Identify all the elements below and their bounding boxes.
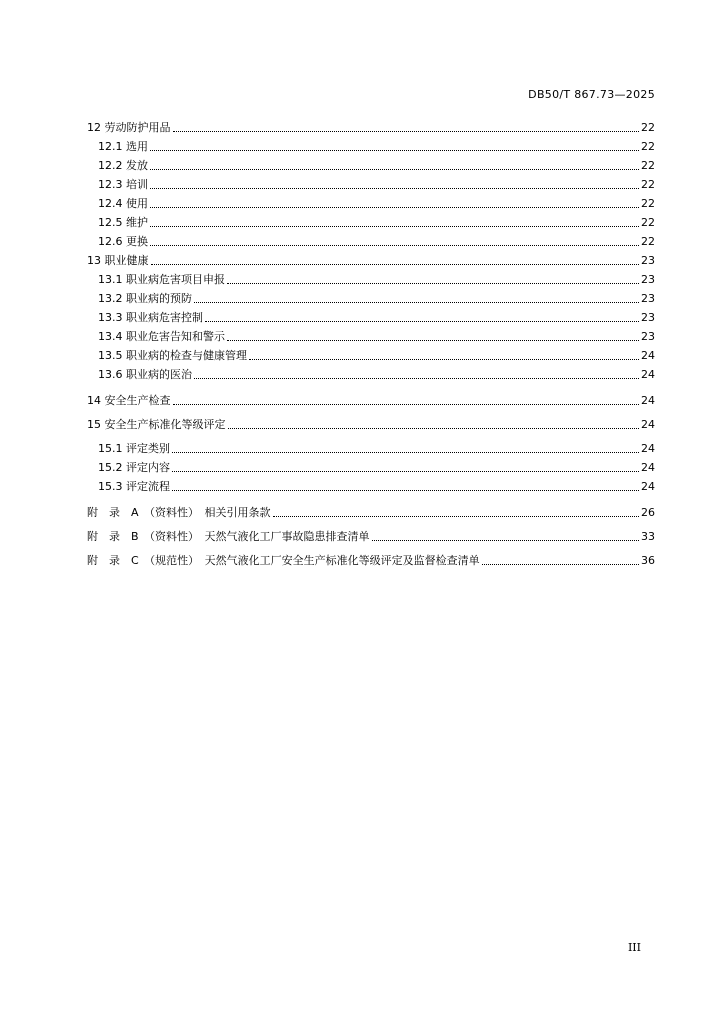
toc-entry-page: 24 — [641, 461, 655, 474]
toc-entry-number: 15.3 — [98, 480, 123, 493]
toc-appendix-label: 附 录 B （资料性） 天然气液化工厂事故隐患排查清单 — [87, 530, 370, 543]
dot-leader — [172, 471, 639, 472]
toc-entry[interactable] — [87, 174, 655, 192]
toc-entry-title: 职业病危害项目申报 — [126, 273, 225, 286]
toc-entry-number: 13.2 — [98, 292, 123, 305]
toc-entry-page: 23 — [641, 330, 655, 343]
toc-entry-title: 评定内容 — [126, 461, 170, 474]
toc-entry-number: 12.4 — [98, 197, 123, 210]
toc-entry-title: 职业危害告知和警示 — [126, 330, 225, 343]
toc-entry-page: 23 — [641, 292, 655, 305]
toc-entry-title: 选用 — [126, 140, 148, 153]
toc-entry-page: 23 — [641, 311, 655, 324]
toc-entry[interactable] — [87, 438, 655, 456]
toc-entry-number: 15.1 — [98, 442, 123, 455]
toc-entry[interactable] — [87, 457, 655, 475]
toc-entry-title: 维护 — [126, 216, 148, 229]
toc-entry-page: 23 — [641, 273, 655, 286]
toc-entry-number: 13.4 — [98, 330, 123, 343]
dot-leader — [173, 404, 640, 405]
toc-entry-number: 13 — [87, 254, 101, 267]
toc-entry-page: 22 — [641, 140, 655, 153]
toc-entry-number: 13.5 — [98, 349, 123, 362]
toc-entry[interactable] — [87, 117, 655, 135]
dot-leader — [482, 564, 639, 565]
toc-entry-title: 发放 — [126, 159, 148, 172]
toc-entry-title: 职业病危害控制 — [126, 311, 203, 324]
dot-leader — [150, 226, 639, 227]
toc-entry[interactable] — [87, 307, 655, 325]
document-id: DB50/T 867.73—2025 — [528, 88, 655, 101]
toc-entry-title: 职业病的医治 — [126, 368, 192, 381]
toc-entry-title: 培训 — [126, 178, 148, 191]
toc-entry-number: 14 — [87, 394, 101, 407]
dot-leader — [228, 428, 640, 429]
dot-leader — [194, 378, 639, 379]
toc-entry-title: 职业健康 — [104, 254, 149, 267]
toc-entry[interactable] — [87, 288, 655, 306]
toc-entry-page: 22 — [641, 121, 655, 134]
toc-entry-page: 22 — [641, 197, 655, 210]
dot-leader — [372, 540, 639, 541]
toc-entry-page: 24 — [641, 394, 655, 407]
toc-entry-number: 13.3 — [98, 311, 123, 324]
toc-entry-page: 24 — [641, 368, 655, 381]
toc-entry-page: 22 — [641, 235, 655, 248]
toc-entry-page: 22 — [641, 159, 655, 172]
toc-entry[interactable] — [87, 326, 655, 344]
toc-entry-title: 评定类别 — [126, 442, 170, 455]
toc-entry-page: 33 — [641, 530, 655, 543]
toc-entry-title: 安全生产标准化等级评定 — [104, 418, 226, 431]
toc-entry[interactable] — [87, 390, 655, 408]
toc-entry-page: 24 — [641, 349, 655, 362]
toc-entry[interactable] — [87, 193, 655, 211]
dot-leader — [249, 359, 639, 360]
dot-leader — [227, 283, 639, 284]
toc-entry-number: 12 — [87, 121, 101, 134]
toc-appendix-label: 附 录 C （规范性） 天然气液化工厂安全生产标准化等级评定及监督检查清单 — [87, 554, 480, 567]
dot-leader — [150, 245, 639, 246]
toc-entry-number: 15.2 — [98, 461, 123, 474]
toc-entry[interactable] — [87, 269, 655, 287]
toc-entry[interactable] — [87, 250, 655, 268]
toc-entry-page: 24 — [641, 418, 655, 431]
toc-appendix-entry[interactable] — [87, 502, 655, 520]
dot-leader — [172, 452, 639, 453]
toc-entry-title: 更换 — [126, 235, 148, 248]
toc-entry-number: 12.5 — [98, 216, 123, 229]
dot-leader — [227, 340, 639, 341]
toc-entry-page: 22 — [641, 178, 655, 191]
dot-leader — [205, 321, 639, 322]
toc-entry-title: 职业病的预防 — [126, 292, 192, 305]
toc-entry-page: 24 — [641, 480, 655, 493]
dot-leader — [150, 169, 639, 170]
toc-appendix-label: 附 录 A （资料性） 相关引用条款 — [87, 506, 271, 519]
toc-entry-number: 12.3 — [98, 178, 123, 191]
dot-leader — [173, 131, 640, 132]
toc-entry-page: 22 — [641, 216, 655, 229]
toc-appendix-entry[interactable] — [87, 550, 655, 568]
toc-appendix-entry[interactable] — [87, 526, 655, 544]
toc-entry[interactable] — [87, 414, 655, 432]
toc-entry-page: 36 — [641, 554, 655, 567]
toc-entry-page: 23 — [641, 254, 655, 267]
dot-leader — [151, 264, 640, 265]
dot-leader — [194, 302, 639, 303]
toc-entry[interactable] — [87, 364, 655, 382]
toc-entry-number: 13.6 — [98, 368, 123, 381]
toc-entry-page: 24 — [641, 442, 655, 455]
toc-entry[interactable] — [87, 476, 655, 494]
toc-entry-title: 职业病的检查与健康管理 — [126, 349, 247, 362]
toc-entry-title: 评定流程 — [126, 480, 170, 493]
dot-leader — [150, 207, 639, 208]
toc-entry-number: 12.6 — [98, 235, 123, 248]
dot-leader — [172, 490, 639, 491]
toc-entry-title: 使用 — [126, 197, 148, 210]
toc-entry[interactable] — [87, 212, 655, 230]
dot-leader — [150, 188, 639, 189]
page-number: III — [627, 941, 641, 954]
toc-entry-number: 12.1 — [98, 140, 123, 153]
toc-entry-title: 安全生产检查 — [104, 394, 171, 407]
toc-entry[interactable] — [87, 136, 655, 154]
toc-entry[interactable] — [87, 155, 655, 173]
toc-entry[interactable] — [87, 231, 655, 249]
toc-entry-number: 15 — [87, 418, 101, 431]
dot-leader — [273, 516, 639, 517]
toc-entry-title: 劳动防护用品 — [104, 121, 171, 134]
toc-entry[interactable] — [87, 345, 655, 363]
dot-leader — [150, 150, 639, 151]
toc-entry-number: 13.1 — [98, 273, 123, 286]
toc-entry-page: 26 — [641, 506, 655, 519]
toc-entry-number: 12.2 — [98, 159, 123, 172]
